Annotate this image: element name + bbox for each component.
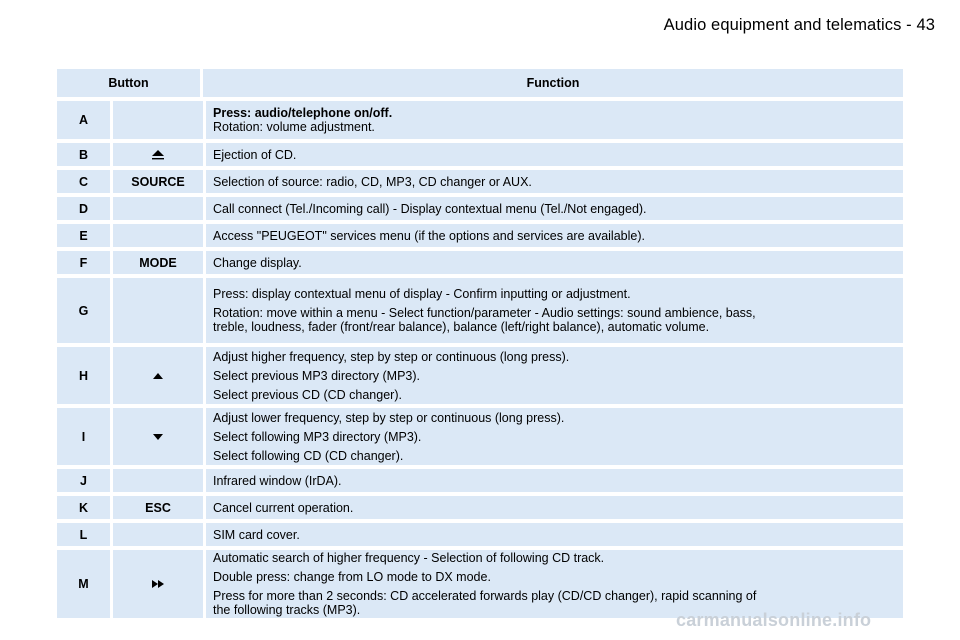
button-letter: E bbox=[57, 224, 110, 247]
button-control bbox=[113, 197, 203, 220]
button-letter: D bbox=[57, 197, 110, 220]
function-line: Select previous CD (CD changer). bbox=[213, 387, 402, 402]
page-header: Audio equipment and telematics - 43 bbox=[663, 16, 935, 34]
watermark: carmanualsonline.info bbox=[676, 610, 872, 630]
up-arrow-icon bbox=[151, 371, 165, 381]
function-line: Select following CD (CD changer). bbox=[213, 448, 404, 463]
function-description bbox=[206, 224, 903, 247]
button-letter: F bbox=[57, 251, 110, 274]
function-line: the following tracks (MP3). bbox=[213, 603, 361, 617]
button-letter: J bbox=[57, 469, 110, 492]
table-row bbox=[57, 143, 903, 166]
function-line: Double press: change from LO mode to DX mode. bbox=[213, 570, 491, 584]
function-line: SIM card cover. bbox=[213, 527, 300, 542]
function-description bbox=[206, 143, 903, 166]
table-row bbox=[57, 170, 903, 193]
function-description bbox=[206, 170, 903, 193]
function-line: Rotation: move within a menu - Select function/parameter - Audio settings: sound ambience, bass, bbox=[213, 306, 756, 320]
function-description bbox=[206, 469, 903, 492]
function-description bbox=[206, 408, 903, 465]
function-line: Automatic search of higher frequency - Selection of following CD track. bbox=[213, 551, 605, 565]
table-row bbox=[57, 224, 903, 247]
button-control bbox=[113, 143, 203, 166]
button-control bbox=[113, 523, 203, 546]
function-line: Select previous MP3 directory (MP3). bbox=[213, 368, 421, 383]
button-letter: A bbox=[57, 101, 110, 139]
button-letter: B bbox=[57, 143, 110, 166]
table-row bbox=[57, 550, 903, 618]
function-line: Ejection of CD. bbox=[213, 147, 297, 162]
button-letter: C bbox=[57, 170, 110, 193]
function-line: Adjust lower frequency, step by step or continuous (long press). bbox=[213, 410, 565, 425]
column-header-button: Button bbox=[57, 69, 200, 97]
button-control bbox=[113, 496, 203, 519]
table-header-row bbox=[57, 69, 903, 97]
button-control bbox=[113, 101, 203, 139]
button-function-table bbox=[57, 69, 903, 622]
column-header-function: Function bbox=[203, 69, 903, 97]
button-control bbox=[113, 469, 203, 492]
down-arrow-icon bbox=[151, 432, 165, 442]
button-control bbox=[113, 251, 203, 274]
function-line: Change display. bbox=[213, 255, 302, 270]
eject-icon bbox=[149, 149, 167, 161]
button-label: ESC bbox=[145, 500, 171, 515]
button-label: MODE bbox=[139, 255, 177, 270]
function-description bbox=[206, 550, 903, 618]
table-row bbox=[57, 101, 903, 139]
function-line: Call connect (Tel./Incoming call) - Display contextual menu (Tel./Not engaged). bbox=[213, 201, 647, 216]
function-description bbox=[206, 523, 903, 546]
button-letter: L bbox=[57, 523, 110, 546]
fast-forward-icon bbox=[151, 579, 165, 589]
function-line: Access "PEUGEOT" services menu (if the options and services are available). bbox=[213, 228, 645, 243]
function-line: Cancel current operation. bbox=[213, 500, 354, 515]
button-control bbox=[113, 408, 203, 465]
button-control bbox=[113, 224, 203, 247]
function-description bbox=[206, 347, 903, 404]
table-row bbox=[57, 251, 903, 274]
function-line: Press: audio/telephone on/off. bbox=[213, 106, 393, 120]
function-line: Press for more than 2 seconds: CD accelerated forwards play (CD/CD changer), rapid scanning of bbox=[213, 589, 757, 603]
function-line: Press: display contextual menu of display - Confirm inputting or adjustment. bbox=[213, 287, 631, 301]
function-description bbox=[206, 101, 903, 139]
function-description bbox=[206, 251, 903, 274]
table-row bbox=[57, 496, 903, 519]
function-line: Select following MP3 directory (MP3). bbox=[213, 429, 422, 444]
button-letter: K bbox=[57, 496, 110, 519]
button-letter: I bbox=[57, 408, 110, 465]
function-description bbox=[206, 197, 903, 220]
function-line: Selection of source: radio, CD, MP3, CD changer or AUX. bbox=[213, 174, 532, 189]
table-body bbox=[57, 101, 903, 618]
button-letter: M bbox=[57, 550, 110, 618]
table-row bbox=[57, 523, 903, 546]
function-line: Infrared window (IrDA). bbox=[213, 473, 342, 488]
button-label: SOURCE bbox=[131, 174, 185, 189]
table-row bbox=[57, 469, 903, 492]
button-control bbox=[113, 170, 203, 193]
function-line: Adjust higher frequency, step by step or continuous (long press). bbox=[213, 349, 570, 364]
button-letter: G bbox=[57, 278, 110, 343]
button-control bbox=[113, 347, 203, 404]
button-control bbox=[113, 550, 203, 618]
table-row bbox=[57, 278, 903, 343]
table-row bbox=[57, 197, 903, 220]
function-line: treble, loudness, fader (front/rear balance), balance (left/right balance), automatic volume. bbox=[213, 320, 710, 334]
button-letter: H bbox=[57, 347, 110, 404]
table-row bbox=[57, 408, 903, 465]
function-description bbox=[206, 496, 903, 519]
function-description bbox=[206, 278, 903, 343]
button-control bbox=[113, 278, 203, 343]
function-line: Rotation: volume adjustment. bbox=[213, 120, 375, 134]
table-row bbox=[57, 347, 903, 404]
